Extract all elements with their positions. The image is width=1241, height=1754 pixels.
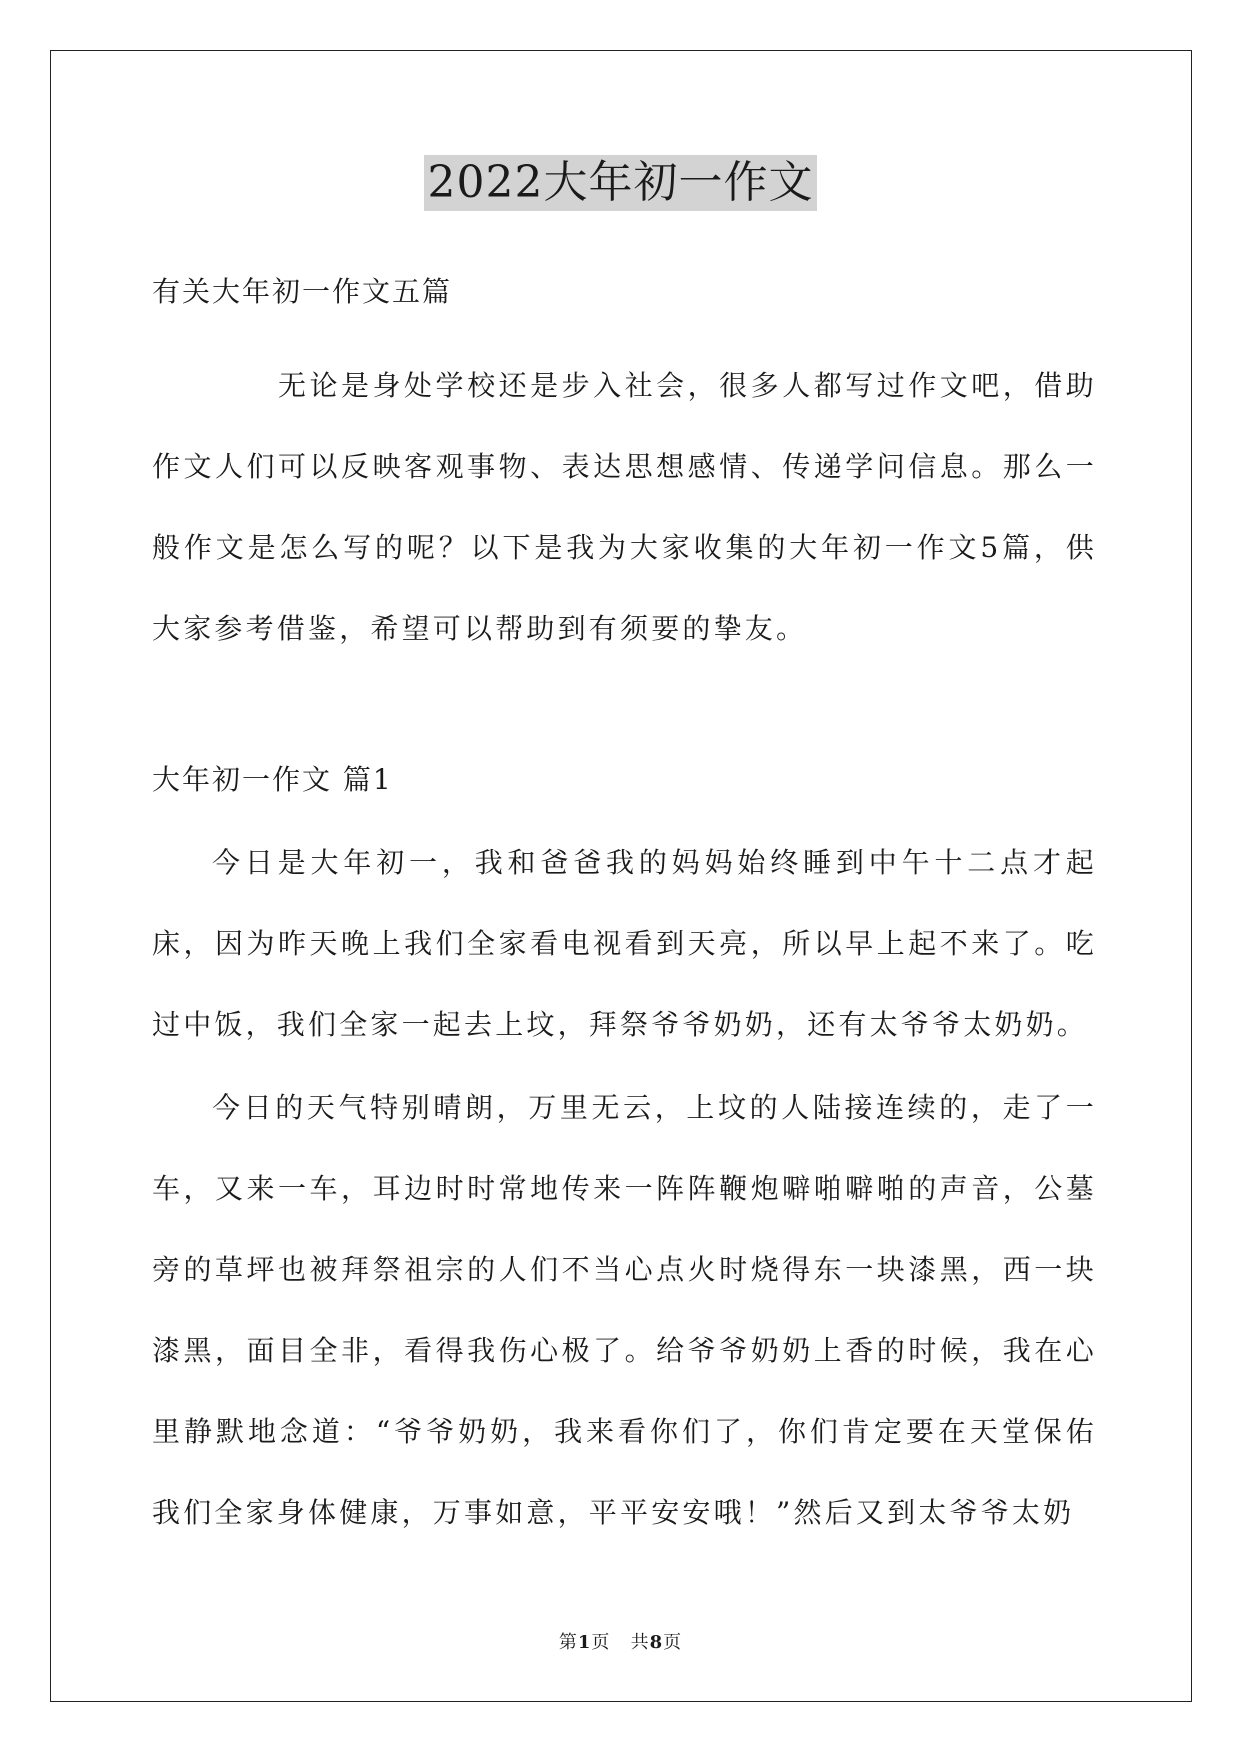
document-subtitle: 有关大年初一作文五篇 <box>152 275 453 308</box>
footer-total-unit: 页 <box>663 1632 683 1653</box>
section-heading: 大年初一作文 篇1 <box>152 763 393 796</box>
footer-page-unit: 页 <box>591 1632 611 1653</box>
footer-total-prefix: 共 <box>630 1632 650 1653</box>
body-paragraph-1: 今日是大年初一，我和爸爸我的妈妈始终睡到中午十二点才起床，因为昨天晚上我们全家看电视看到天亮，所以早上起不来了。吃过中饭，我们全家一起去上坟，拜祭爷爷奶奶，还有太爷爷太奶奶。 <box>152 846 1097 1041</box>
page-footer <box>0 1628 1241 1654</box>
document-title: 2022大年初一作文 <box>424 155 818 211</box>
footer-prefix: 第 <box>558 1632 578 1653</box>
intro-paragraph: 无论是身处学校还是步入社会，很多人都写过作文吧，借助作文人们可以反映客观事物、表达思想感情、传递学问信息。那么一般作文是怎么写的呢？以下是我为大家收集的大年初一作文5篇，供大家参考借鉴，希望可以帮助到有须要的挚友。 <box>152 369 1097 645</box>
total-pages-number: 8 <box>649 1632 664 1653</box>
current-page-number: 1 <box>577 1632 592 1653</box>
body-paragraph-2: 今日的天气特别晴朗，万里无云，上坟的人陆接连续的，走了一车，又来一车，耳边时时常地传来一阵阵鞭炮噼啪噼啪的声音，公墓旁的草坪也被拜祭祖宗的人们不当心点火时烧得东一块漆黑，西一块漆黑，面目全非，看得我伤心极了。给爷爷奶奶上香的时候，我在心里静默地念道：“爷爷奶奶，我来看你们了，你们肯定要在天堂保佑我们全家身体健康，万事如意，平平安安哦！”然后又到太爷爷太奶 <box>152 1091 1097 1529</box>
title-container <box>0 155 1241 211</box>
